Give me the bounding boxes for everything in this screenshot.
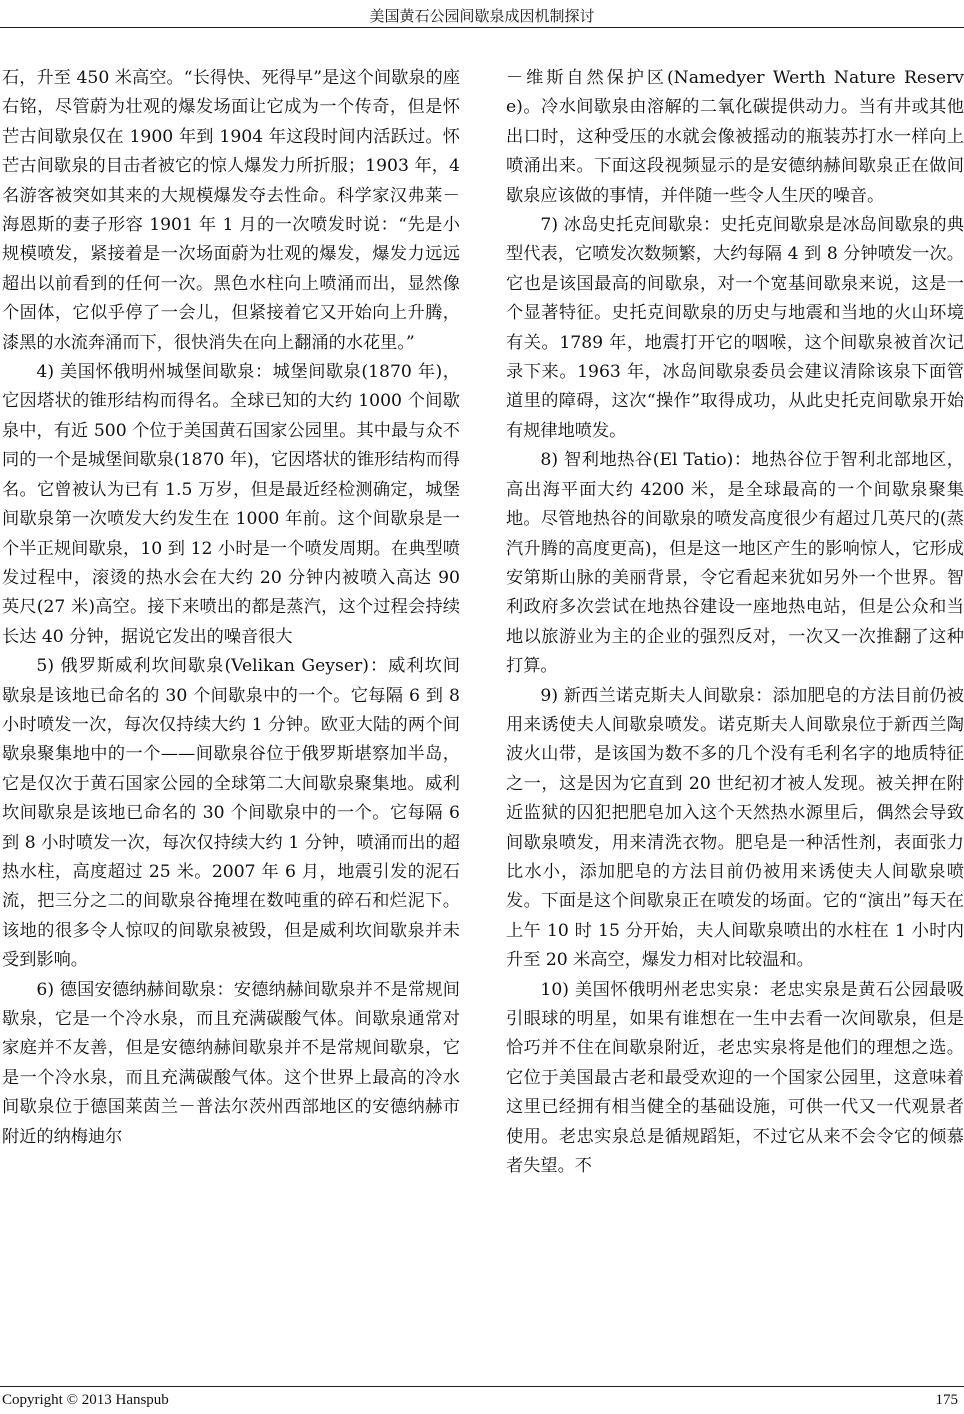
header-divider	[0, 27, 964, 28]
paragraph-6-andernach-geyser: 6) 德国安德纳赫间歇泉：安德纳赫间歇泉并不是常规间歇泉，它是一个冷水泉，而且充满碳酸气体。间歇泉通常对家庭并不友善，但是安德纳赫间歇泉并不是常规间歇泉，它是一个冷水泉，而且充满碳酸气体。这个世界上最高的冷水间歇泉位于德国莱茵兰－普法尔茨州西部地区的安德纳赫市附近的纳梅迪尔	[2, 979, 460, 1147]
copyright-notice: Copyright © 2013 Hanspub	[2, 1392, 169, 1408]
right-column	[506, 64, 964, 1181]
paragraph-4-castle-geyser: 4) 美国怀俄明州城堡间歇泉：城堡间歇泉(1870 年)，它因塔状的锥形结构而得名。全球已知的大约 1000 个间歇泉中，有近 500 个位于美国黄石国家公园里。其中最与众不同的一个是城堡间歇泉(1870 年)，它因塔状的锥形结构而得名。它曾被认为已有 1.5 万岁，但是最近经检测确定，城堡间歇泉第一次喷发大约发生在 1000 年前。这个间歇泉是一个半正规间歇泉，10 到 12 小时是一个喷发周期。在典型喷发过程中，滚烫的热水会在大约 20 分钟内被喷入高达 90 英尺(27 米)高空。接下来喷出的都是蒸汽，这个过程会持续长达 40 分钟，据说它发出的噪音很大	[2, 362, 460, 647]
paragraph-8-el-tatio: 8) 智利地热谷(El Tatio)：地热谷位于智利北部地区，高出海平面大约 4200 米，是全球最高的一个间歇泉聚集地。尽管地热谷的间歇泉的喷发高度很少有超过几英尺的(蒸汽升腾的高度更高)，但是这一地区产生的影响惊人，它形成安第斯山脉的美丽背景，令它看起来犹如另外一个世界。智利政府多次尝试在地热谷建设一座地热电站，但是公众和当地以旅游业为主的企业的强烈反对，一次又一次推翻了这种打算。	[506, 450, 964, 677]
left-column	[2, 64, 460, 1152]
footer-divider	[0, 1386, 964, 1387]
page-number: 175	[935, 1392, 958, 1408]
paragraph-3-continued: 石，升至 450 米高空。“长得快、死得早”是这个间歇泉的座右铭，尽管蔚为壮观的爆发场面让它成为一个传奇，但是怀芒古间歇泉仅在 1900 年到 1904 年这段时间内活跃过。怀芒古间歇泉的目击者被它的惊人爆发力所折服；1903 年，4 名游客被突如其来的大规模爆发夺去性命。科学家汉弗莱－海恩斯的妻子形容 1901 年 1 月的一次喷发时说：“先是小规模喷发，紧接着是一次场面蔚为壮观的爆发，爆发力远远超出以前看到的任何一次。黑色水柱向上喷涌而出，显然像个固体，它似乎停了一会儿，但紧接着它又开始向上升腾，漆黑的水流奔涌而下，很快消失在向上翻涌的水花里。”	[2, 68, 460, 353]
running-header: 美国黄石公园间歇泉成因机制探讨	[369, 7, 595, 25]
paragraph-6-continued: －维斯自然保护区(Namedyer Werth Nature Reserve)。冷水间歇泉由溶解的二氧化碳提供动力。当有井或其他出口时，这种受压的水就会像被摇动的瓶装苏打水一样向上喷涌出来。下面这段视频显示的是安德纳赫间歇泉正在做间歇泉应该做的事情，并伴随一些令人生厌的噪音。	[506, 68, 964, 206]
paragraph-5-velikan-geyser: 5) 俄罗斯威利坎间歇泉(Velikan Geyser)：威利坎间歇泉是该地已命名的 30 个间歇泉中的一个。它每隔 6 到 8 小时喷发一次，每次仅持续大约 1 分钟。欧亚大陆的两个间歇泉聚集地中的一个——间歇泉谷位于俄罗斯堪察加半岛，它是仅次于黄石国家公园的全球第二大间歇泉聚集地。威利坎间歇泉是该地已命名的 30 个间歇泉中的一个。它每隔 6 到 8 小时喷发一次，每次仅持续大约 1 分钟，喷涌而出的超热水柱，高度超过 25 米。2007 年 6 月，地震引发的泥石流，把三分之二的间歇泉谷掩埋在数吨重的碎石和烂泥下。该地的很多令人惊叹的间歇泉被毁，但是威利坎间歇泉并未受到影响。	[2, 656, 460, 971]
paragraph-7-strokkur-geyser: 7) 冰岛史托克间歇泉：史托克间歇泉是冰岛间歇泉的典型代表，它喷发次数频繁，大约每隔 4 到 8 分钟喷发一次。它也是该国最高的间歇泉，对一个宽基间歇泉来说，这是一个显著特征。史托克间歇泉的历史与地震和当地的火山环境有关。1789 年，地震打开它的咽喉，这个间歇泉被首次记录下来。1963 年，冰岛间歇泉委员会建议清除该泉下面管道里的障碍，这次“操作”取得成功，从此史托克间歇泉开始有规律地喷发。	[506, 215, 964, 441]
paragraph-9-lady-knox-geyser: 9) 新西兰诺克斯夫人间歇泉：添加肥皂的方法目前仍被用来诱使夫人间歇泉喷发。诺克斯夫人间歇泉位于新西兰陶波火山带，是该国为数不多的几个没有毛利名字的地质特征之一，这是因为它直到 20 世纪初才被人发现。被关押在附近监狱的囚犯把肥皂加入这个天然热水源里后，偶然会导致间歇泉喷发，用来清洗衣物。肥皂是一种活性剂，表面张力比水小，添加肥皂的方法目前仍被用来诱使夫人间歇泉喷发。下面是这个间歇泉正在喷发的场面。它的“演出”每天在上午 10 时 15 分开始，夫人间歇泉喷出的水柱在 1 小时内升至 20 米高空，爆发力相对比较温和。	[506, 685, 964, 971]
paragraph-10-old-faithful: 10) 美国怀俄明州老忠实泉：老忠实泉是黄石公园最吸引眼球的明星，如果有谁想在一生中去看一次间歇泉，但是恰巧并不住在间歇泉附近，老忠实泉将是他们的理想之选。它位于美国最古老和最受欢迎的一个国家公园里，这意味着这里已经拥有相当健全的基础设施，可供一代又一代观景者使用。老忠实泉总是循规蹈矩，不过它从来不会令它的倾慕者失望。不	[506, 979, 964, 1177]
